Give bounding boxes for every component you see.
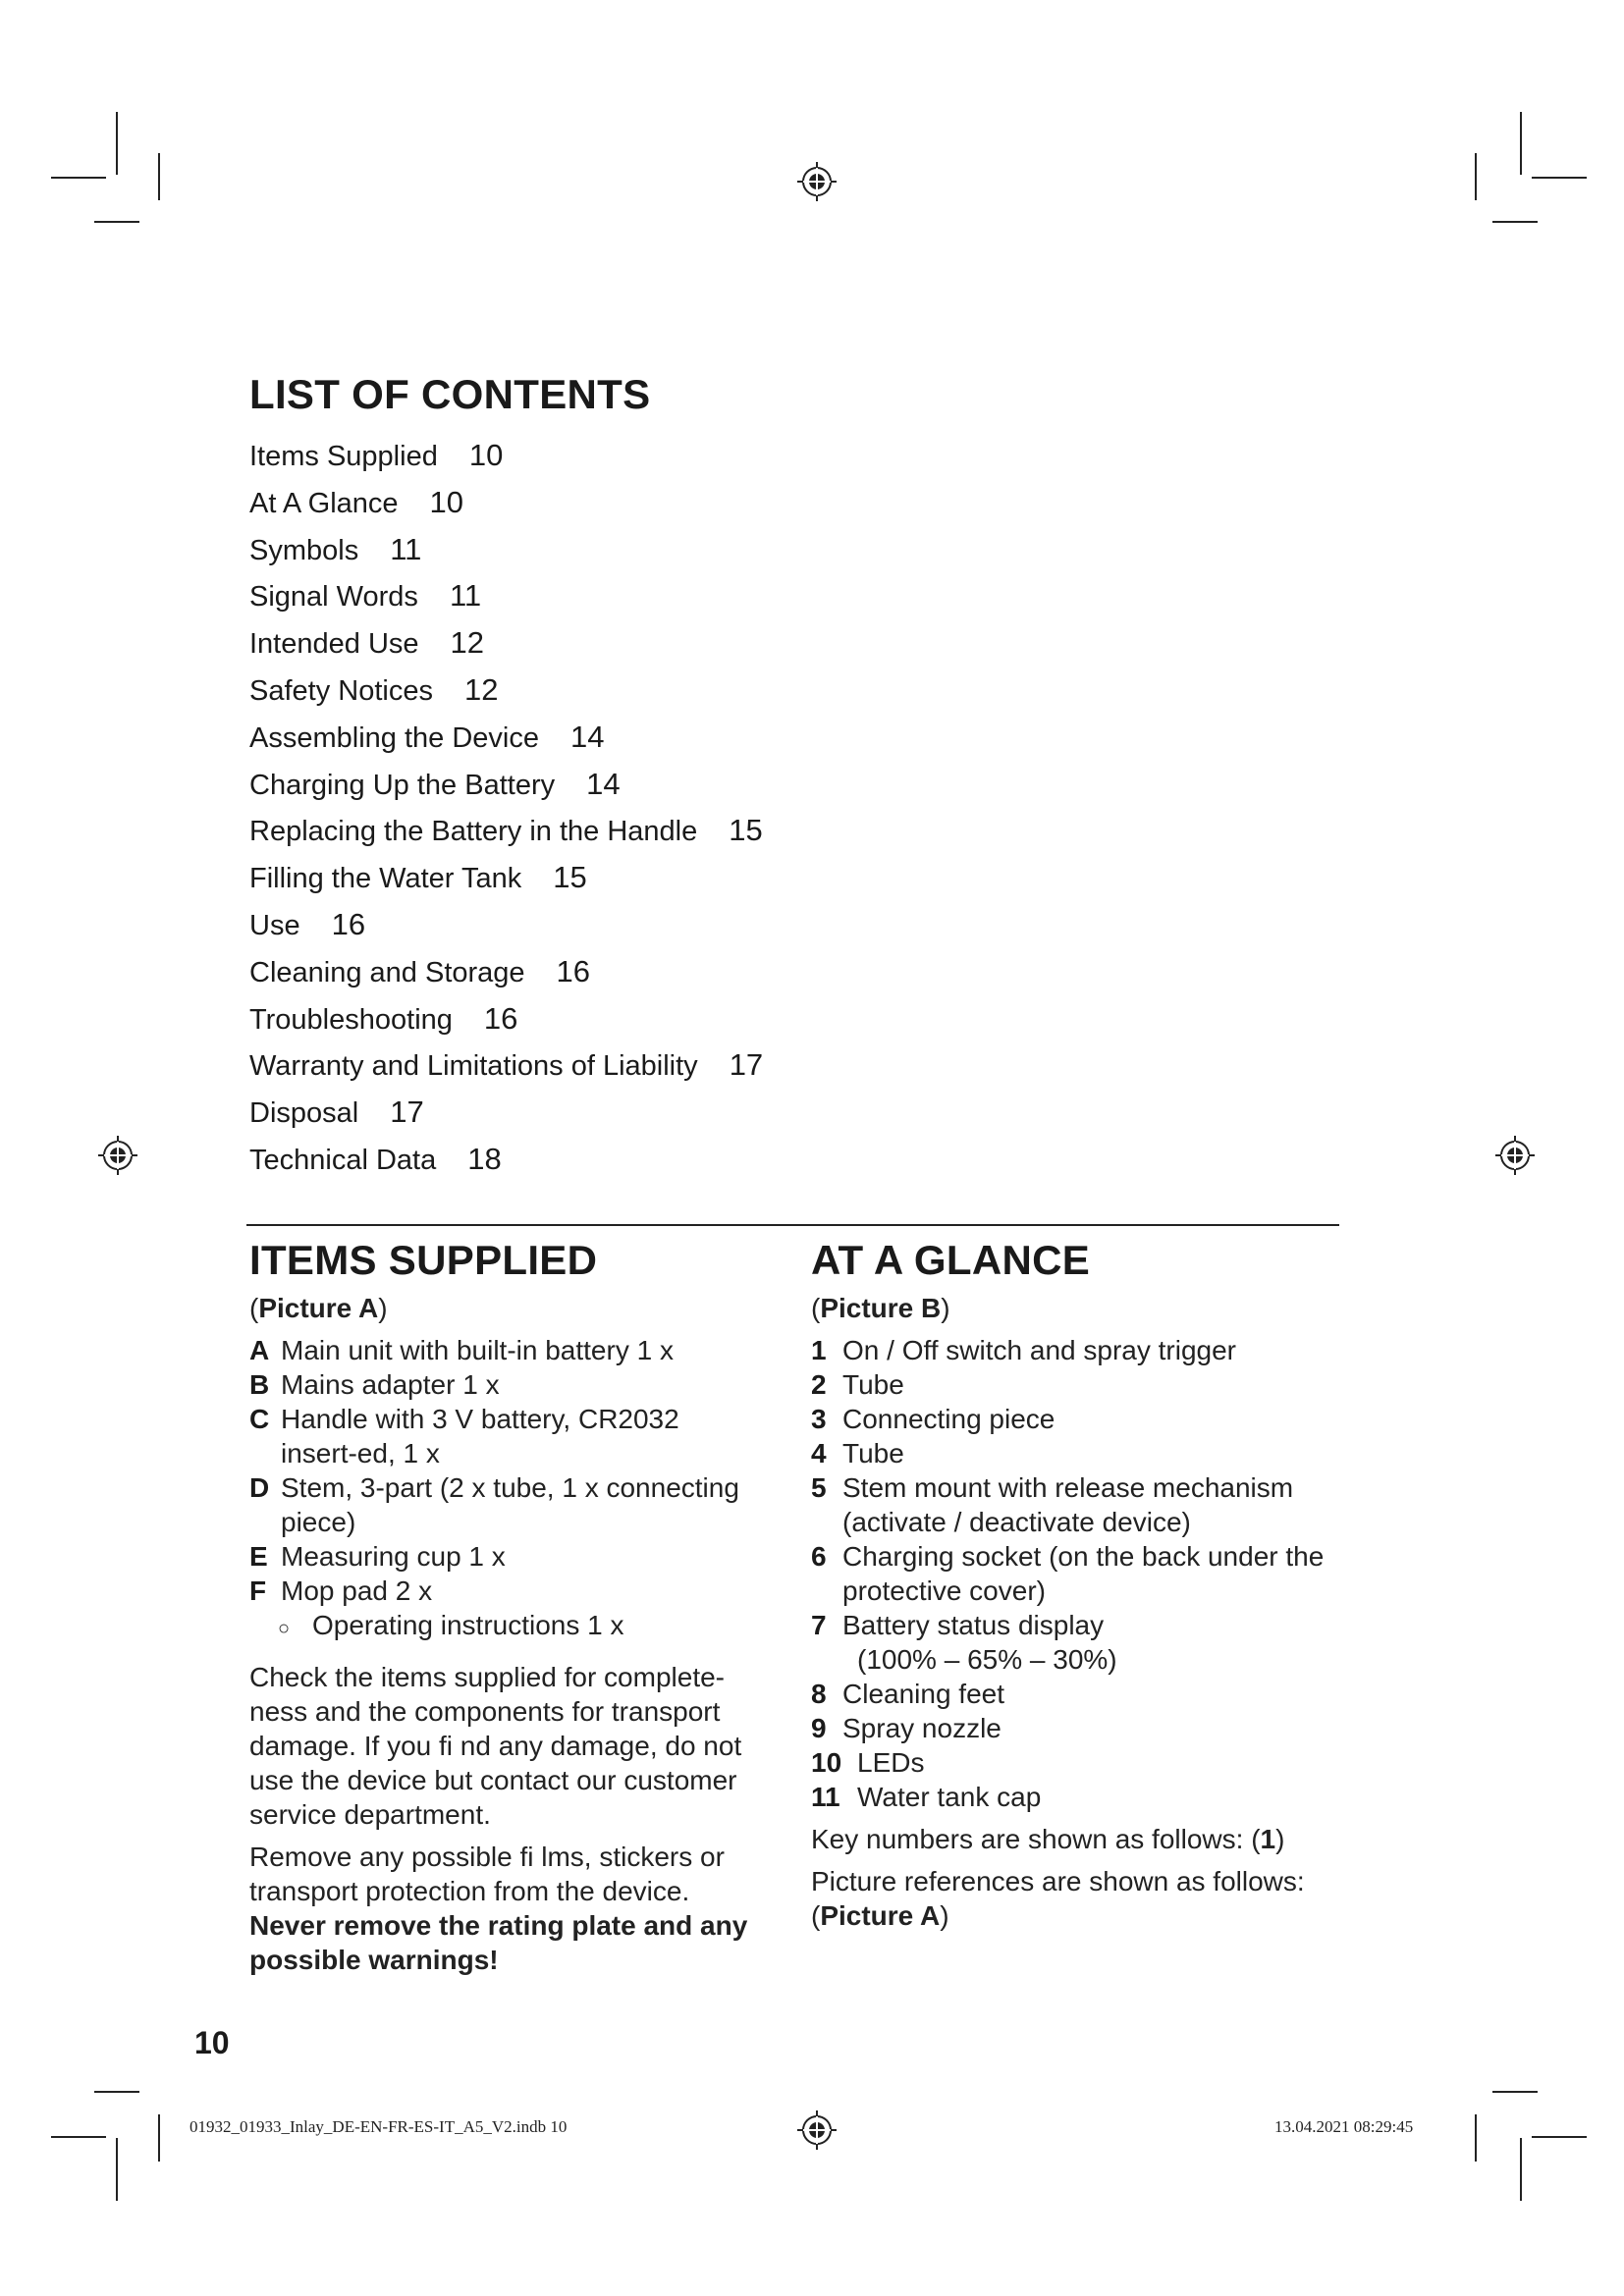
- toc-entry-label: Charging Up the Battery: [249, 769, 556, 801]
- list-item: A Main unit with built-in battery 1 x: [249, 1335, 674, 1365]
- list-item-continuation: (100% – 65% – 30%): [857, 1644, 1117, 1675]
- list-item: 5 Stem mount with release mechanism (activate / deactivate device): [811, 1472, 1294, 1537]
- section-divider: [246, 1224, 1339, 1226]
- toc-title: LIST OF CONTENTS: [249, 371, 651, 417]
- toc-entry[interactable]: [249, 619, 763, 667]
- toc-entry-label: Filling the Water Tank: [249, 863, 522, 895]
- toc-entry[interactable]: [249, 761, 763, 808]
- toc-entry[interactable]: [249, 948, 763, 995]
- toc-entry-page: 11: [449, 578, 482, 614]
- toc-entry[interactable]: [249, 572, 763, 619]
- at-a-glance-title: AT A GLANCE: [811, 1237, 1091, 1283]
- list-item: B Mains adapter 1 x: [249, 1369, 500, 1400]
- list-item: E Measuring cup 1 x: [249, 1541, 506, 1572]
- list-item: 10 LEDs: [811, 1747, 925, 1778]
- toc-entry-label: Disposal: [249, 1097, 359, 1130]
- list-item: 3 Connecting piece: [811, 1404, 1056, 1434]
- toc-entry-label: Items Supplied: [249, 441, 438, 472]
- at-a-glance-section: [811, 1291, 1341, 1933]
- toc-entry-label: Safety Notices: [249, 674, 433, 707]
- list-item: ○ Operating instructions 1 x: [249, 1608, 760, 1646]
- picture-reference: (Picture A): [249, 1293, 388, 1323]
- toc-entry-label: Intended Use: [249, 628, 419, 661]
- list-item: 9 Spray nozzle: [811, 1713, 1001, 1743]
- list-item: C Handle with 3 V battery, CR2032 insert-ed, 1 x: [249, 1404, 679, 1468]
- registration-mark-icon: [797, 162, 837, 201]
- list-item: 11 Water tank cap: [811, 1782, 1042, 1812]
- registration-mark-icon: [797, 2110, 837, 2150]
- toc-entry-page: 18: [467, 1141, 502, 1176]
- items-supplied-title: ITEMS SUPPLIED: [249, 1237, 598, 1283]
- toc-entry-page: 12: [450, 625, 484, 661]
- toc-entry[interactable]: [249, 714, 763, 761]
- list-item: 2 Tube: [811, 1369, 904, 1400]
- list-item: 6 Charging socket (on the back under the protective cover): [811, 1541, 1325, 1606]
- toc-entry-page: 10: [429, 484, 464, 519]
- toc-entry[interactable]: [249, 1041, 763, 1089]
- toc-entry-page: 12: [463, 671, 499, 707]
- toc-entry[interactable]: [249, 1089, 763, 1136]
- footer-file-slug: 01932_01933_Inlay_DE-EN-FR-ES-IT_A5_V2.indb 10: [189, 2117, 568, 2136]
- list-item: 7 Battery status display: [811, 1610, 1105, 1640]
- toc-entry-page: 14: [569, 719, 605, 754]
- toc-entry-page: 16: [556, 953, 591, 988]
- toc-entry-page: 15: [553, 860, 587, 895]
- toc-entry[interactable]: [249, 1136, 763, 1183]
- toc-entry-page: 11: [390, 531, 422, 566]
- toc-entry[interactable]: [249, 901, 763, 948]
- toc-entry-page: 15: [729, 813, 763, 848]
- toc-entry-label: Symbols: [249, 534, 359, 566]
- toc-entry-label: Replacing the Battery in the Handle: [249, 816, 698, 848]
- toc-entry-page: 14: [586, 766, 621, 801]
- toc-entry-label: Troubleshooting: [249, 1003, 453, 1036]
- toc-entry[interactable]: [249, 807, 763, 854]
- list-item: 4 Tube: [811, 1438, 904, 1468]
- toc-entry-page: 16: [483, 1000, 518, 1036]
- circle-bullet-icon: ○: [278, 1618, 291, 1639]
- toc-entry[interactable]: [249, 432, 763, 479]
- toc-entry-label: Assembling the Device: [249, 721, 539, 754]
- items-supplied-list: [249, 1333, 760, 1646]
- check-paragraph: Check the items supplied for complete-ness and the components for transport damage. If you fi nd any damage, do not use the device but contact our customer service department.: [249, 1662, 742, 1830]
- toc-entry-label: At A Glance: [249, 487, 399, 519]
- toc-entry-label: Use: [249, 909, 300, 941]
- registration-mark-icon: [98, 1136, 137, 1175]
- items-supplied-section: [249, 1291, 760, 1977]
- page-number: 10: [194, 2025, 230, 2060]
- registration-mark-icon: [1495, 1136, 1535, 1175]
- toc-entry-label: Cleaning and Storage: [249, 956, 525, 988]
- picture-reference: (Picture B): [811, 1293, 950, 1323]
- toc-entry[interactable]: [249, 854, 763, 901]
- toc-entry[interactable]: [249, 667, 763, 714]
- toc-entry-label: Signal Words: [249, 581, 418, 614]
- toc-entry[interactable]: [249, 526, 763, 573]
- list-item: 1 On / Off switch and spray trigger: [811, 1335, 1236, 1365]
- toc-entry-page: 17: [729, 1047, 764, 1083]
- toc-entry[interactable]: [249, 479, 763, 526]
- footer-timestamp: 13.04.2021 08:29:45: [1274, 2117, 1414, 2136]
- warning-text: Never remove the rating plate and any possible warnings!: [249, 1910, 748, 1975]
- toc-entry-page: 16: [331, 906, 366, 941]
- toc-entry-page: 10: [468, 438, 504, 472]
- key-numbers-note: Key numbers are shown as follows: (1): [811, 1824, 1285, 1854]
- toc-entry-label: Warranty and Limitations of Liability: [249, 1050, 698, 1083]
- toc-entry-page: 17: [390, 1095, 424, 1130]
- toc-entry-label: Technical Data: [249, 1144, 437, 1176]
- table-of-contents: [249, 432, 763, 1183]
- list-item: F Mop pad 2 x: [249, 1575, 433, 1606]
- parts-list: [811, 1333, 1341, 1814]
- remove-paragraph: Remove any possible fi lms, stickers or transport protection from the device.: [249, 1842, 725, 1906]
- picture-references-note: Picture references are shown as follows: (Picture A): [811, 1866, 1305, 1931]
- toc-entry[interactable]: [249, 995, 763, 1042]
- list-item: 8 Cleaning feet: [811, 1679, 1005, 1709]
- list-item: D Stem, 3-part (2 x tube, 1 x connecting piece): [249, 1472, 739, 1537]
